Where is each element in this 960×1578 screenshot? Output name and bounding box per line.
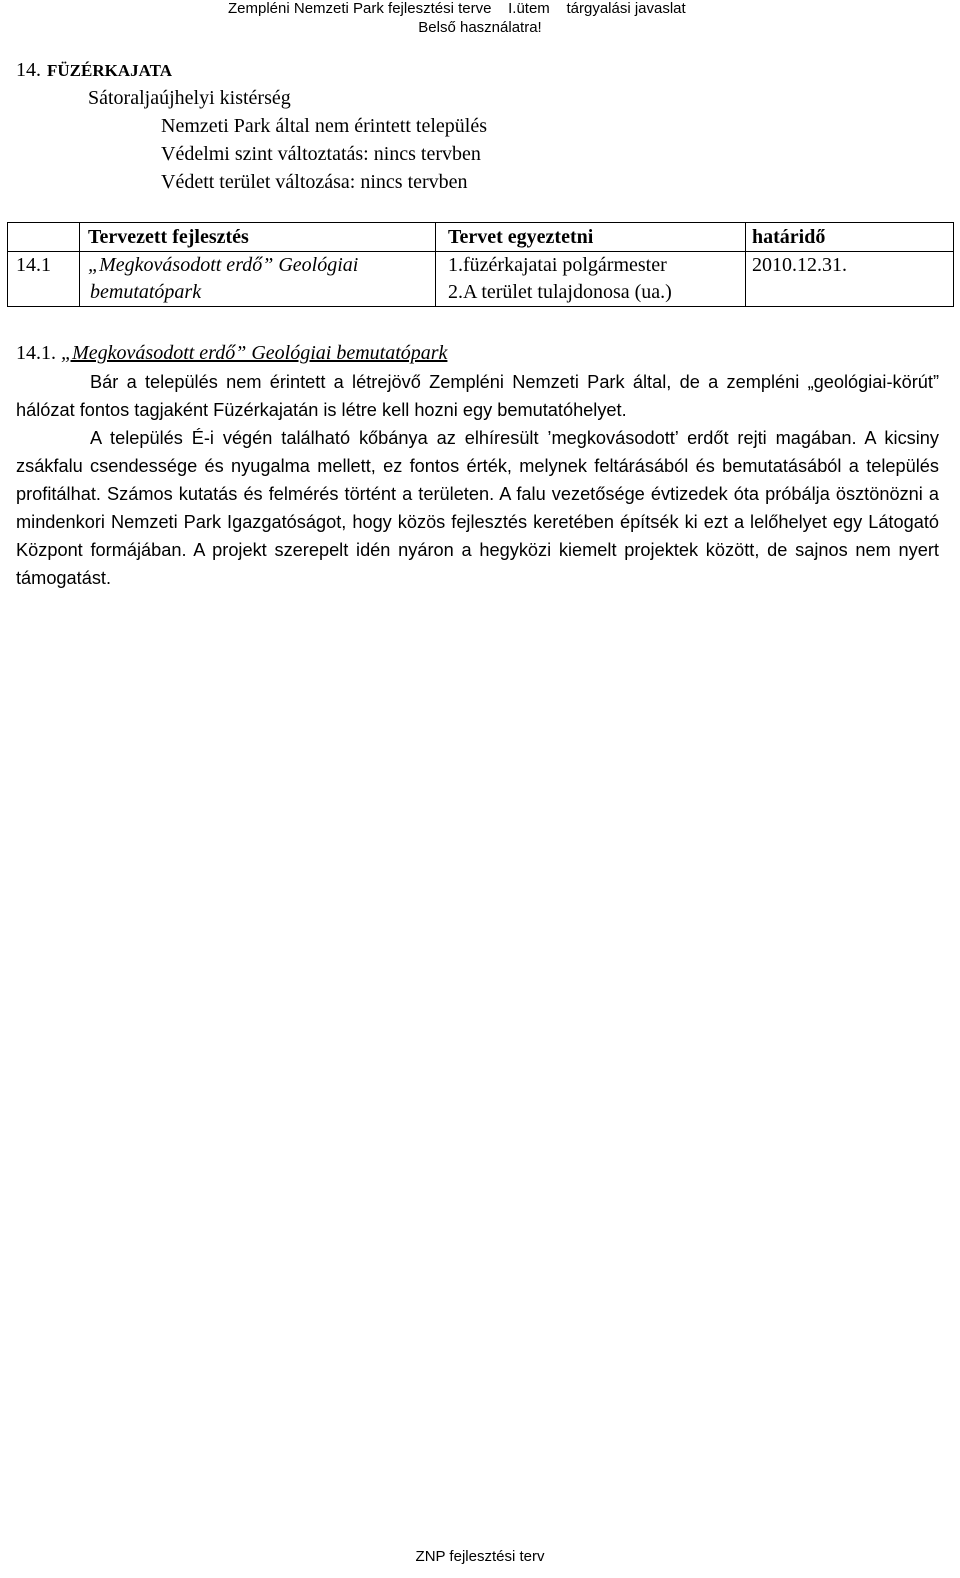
table-header-row bbox=[8, 223, 954, 252]
row-title-line1: „Megkovásodott erdő” Geológiai bbox=[88, 254, 359, 276]
row-title-line2: bemutatópark bbox=[90, 281, 202, 303]
table-row bbox=[8, 252, 954, 307]
body-text bbox=[16, 368, 939, 592]
section-name: FÜZÉRKAJATA bbox=[47, 61, 172, 80]
subsection-number: 14.1. bbox=[16, 342, 56, 364]
row-title bbox=[80, 252, 436, 307]
header-doc-title: Zempléni Nemzeti Park fejlesztési terve bbox=[228, 0, 492, 17]
section-area-change: Védett terület változása: nincs tervben bbox=[161, 171, 468, 193]
section-heading bbox=[16, 57, 172, 84]
section-protection-change: Védelmi szint változtatás: nincs tervben bbox=[161, 143, 481, 165]
row-coordinate bbox=[436, 252, 746, 307]
row-coord-2: 2.A terület tulajdonosa (ua.) bbox=[448, 281, 672, 303]
subsection-heading bbox=[16, 340, 447, 366]
subsection-title: „Megkovásodott erdő” Geológiai bemutatópark bbox=[61, 342, 448, 364]
section-status: Nemzeti Park által nem érintett település bbox=[161, 115, 487, 137]
row-coord-1: 1.füzérkajatai polgármester bbox=[448, 254, 667, 276]
development-table bbox=[7, 222, 954, 307]
header-deadline: határidő bbox=[746, 223, 954, 252]
header-stage: I.ütem bbox=[508, 0, 550, 17]
section-number: 14. bbox=[16, 59, 41, 81]
row-id: 14.1 bbox=[8, 252, 80, 307]
section-subregion: Sátoraljaújhelyi kistérség bbox=[88, 87, 291, 109]
header-planned: Tervezett fejlesztés bbox=[80, 223, 436, 252]
paragraph-2: A település É-i végén található kőbánya az elhíresült ’megkovásodott’ erdőt rejti magában. A kicsiny zsákfalu csendessége és nyugalma mellett, ez fontos érték, melynek feltárásából és bemutatásából a település profitálhat. Számos kutatás és felmérés történt a területen. A falu vezetősége évtizedek óta próbálja ösztönözni a mindenkori Nemzeti Park Igazgatóságot, hogy közös fejlesztés keretében építsék ki ezt a lelőhelyet egy Látogató Központ formájában. A projekt szerepelt idén nyáron a hegyközi kiemelt projektek között, de sajnos nem nyert támogatást. bbox=[16, 428, 939, 588]
header-proposal: tárgyalási javaslat bbox=[566, 0, 686, 17]
page-footer: ZNP fejlesztési terv bbox=[415, 1548, 545, 1565]
header-coordinate: Tervet egyeztetni bbox=[436, 223, 746, 252]
header-cell-id bbox=[8, 223, 80, 252]
header-line-1 bbox=[228, 0, 686, 18]
header-classification: Belső használatra! bbox=[418, 19, 542, 36]
row-deadline: 2010.12.31. bbox=[746, 252, 954, 307]
paragraph-1: Bár a település nem érintett a létrejövő Zempléni Nemzeti Park által, de a zempléni „geológiai-körút” hálózat fontos tagjaként Füzérkajatán is létre kell hozni egy bemutatóhelyet. bbox=[16, 372, 939, 420]
